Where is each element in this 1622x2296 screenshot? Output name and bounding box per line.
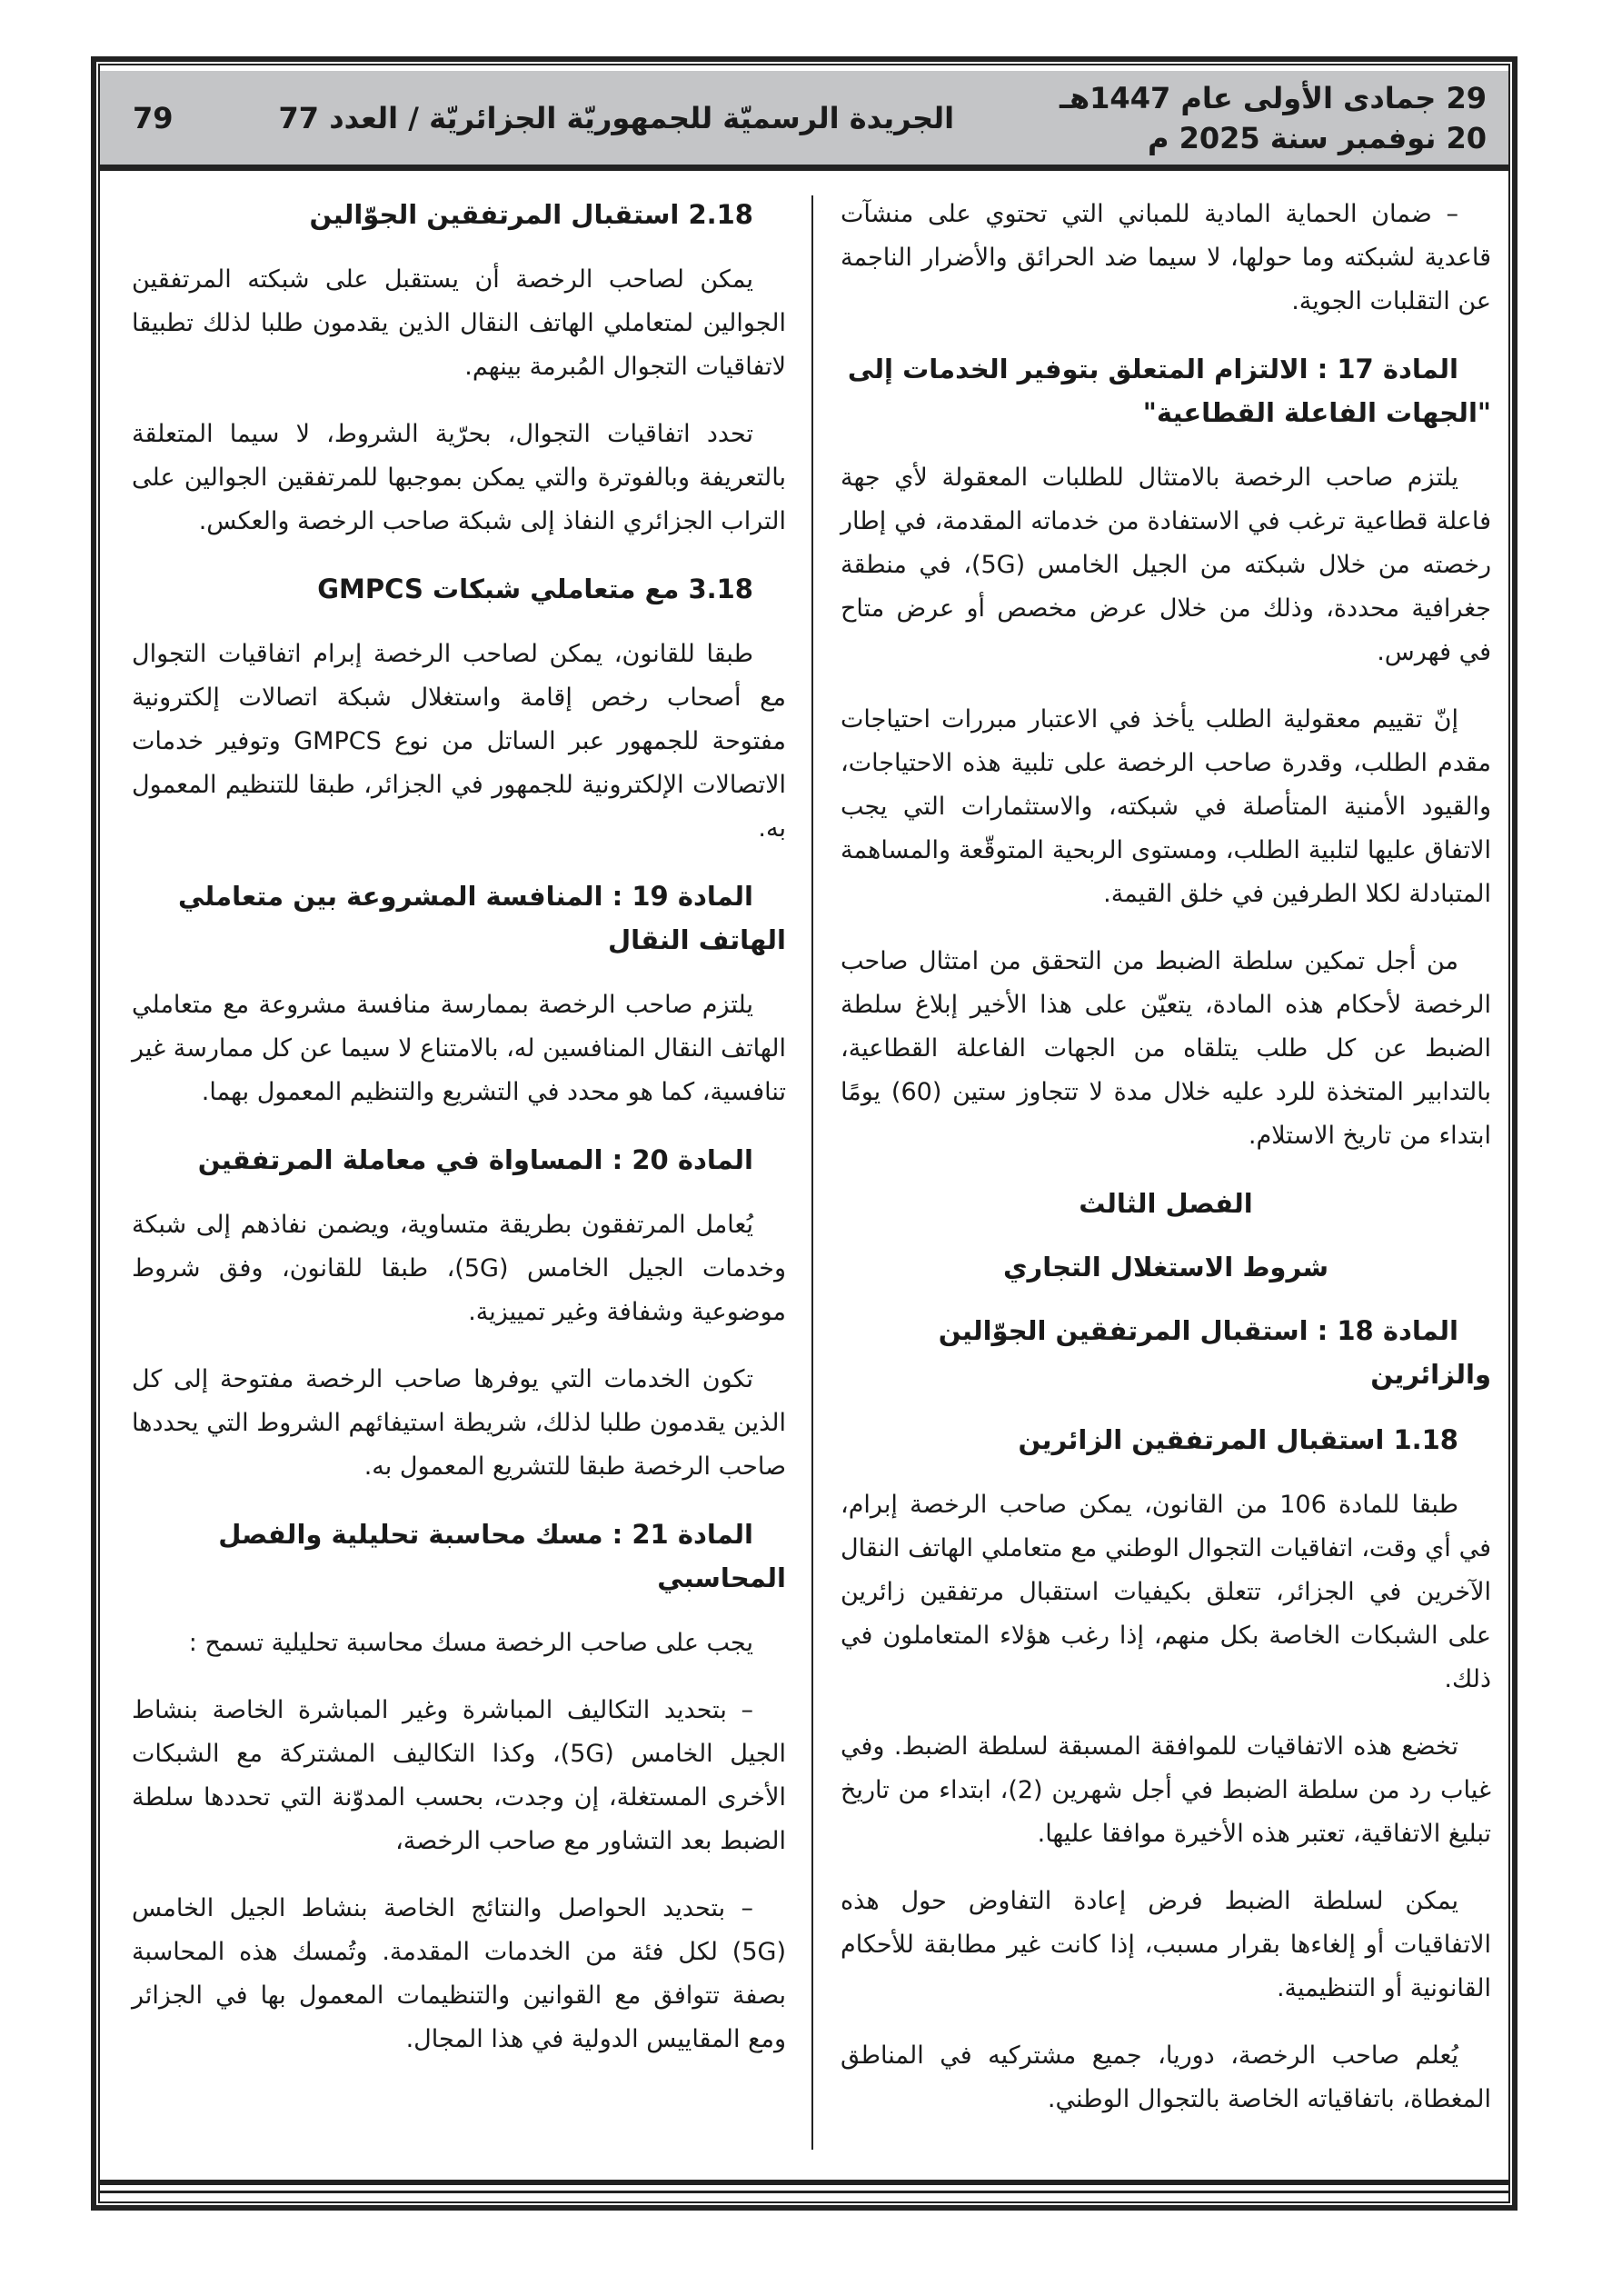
column-divider (811, 195, 813, 2150)
paragraph: – بتحديد الحواصل والنتائج الخاصة بنشاط الجيل الخامس (5G) لكل فئة من الخدمات المقدمة. وتُمسك هذه المحاسبة بصفة تتوافق مع القوانين والتنظيمات المعمول بها في الجزائر ومع المقاييس الدولية في هذا المجال. (132, 1894, 786, 2053)
header-date-gregorian: 20 نوفمبر سنة 2025 م (1148, 120, 1487, 155)
article-heading: المادة 20 : المساواة في معاملة المرتفقين (197, 1144, 753, 1175)
page-header (100, 71, 1508, 171)
right-column (841, 193, 1491, 2145)
article-heading: 2.18 استقبال المرتفقين الجوّالين (309, 199, 753, 230)
paragraph: من أجل تمكين سلطة الضبط من التحقق من امتثال صاحب الرخصة لأحكام هذه المادة، يتعيّن على هذا الأخير إبلاغ سلطة الضبط عن كل طلب يتلقاه من الجهات الفاعلة القطاعية، بالتدابير المتخذة للرد عليه خلال مدة لا تتجاوز ستين (60) يومًا ابتداء من تاريخ الاستلام. (841, 947, 1491, 1150)
bottom-rule-thin (100, 2191, 1508, 2193)
paragraph: يمكن لصاحب الرخصة أن يستقبل على شبكته المرتفقين الجوالين لمتعاملي الهاتف النقال الذين يقدمون طلبا لذلك تطبيقا لاتفاقيات التجوال المُبرمة بينهم. (132, 265, 786, 381)
paragraph: – ضمان الحماية المادية للمباني التي تحتوي على منشآت قاعدية لشبكته وما حولها، لا سيما ضد الحرائق والأضرار الناجمة عن التقلبات الجوية. (841, 200, 1491, 315)
page-number: 79 (133, 100, 174, 135)
chapter-heading: شروط الاستغلال التجاري (1002, 1252, 1329, 1283)
paragraph: طبقا للمادة 106 من القانون، يمكن صاحب الرخصة إبرام، في أي وقت، اتفاقيات التجوال الوطني مع متعاملي الهاتف النقال الآخرين في الجزائر، تتعلق بكيفيات استقبال مرتفقين زائرين على الشبكات الخاصة بكل منهم، إذا رغب هؤلاء المتعاملون في ذلك. (841, 1491, 1491, 1693)
chapter-heading: الفصل الثالث (1079, 1188, 1253, 1219)
header-date-hijri: 29 جمادى الأولى عام 1447هـ (1060, 80, 1487, 115)
paragraph: تكون الخدمات التي يوفرها صاحب الرخصة مفتوحة إلى كل الذين يقدمون طلبا لذلك، شريطة استيفائهم الشروط التي يحددها صاحب الرخصة طبقا للتشريع المعمول به. (132, 1365, 786, 1481)
paragraph: طبقا للقانون، يمكن لصاحب الرخصة إبرام اتفاقيات التجوال مع أصحاب رخص إقامة واستغلال شبكة اتصالات إلكترونية مفتوحة للجمهور عبر الساتل من نوع GMPCS وتوفير خدمات الاتصالات الإلكترونية للجمهور في الجزائر، طبقا للتنظيم المعمول به. (132, 640, 786, 843)
paragraph: تخضع هذه الاتفاقيات للموافقة المسبقة لسلطة الضبط. وفي غياب رد من سلطة الضبط في أجل شهرين (2)، ابتداء من تاريخ تبليغ الاتفاقية، تعتبر هذه الأخيرة موافقا عليها. (841, 1732, 1491, 1848)
article-heading: 1.18 استقبال المرتفقين الزائرين (1018, 1424, 1458, 1455)
paragraph: يلتزم صاحب الرخصة بممارسة منافسة مشروعة مع متعاملي الهاتف النقال المنافسين له، بالامتناع لا سيما عن كل ممارسة غير تنافسية، كما هو محدد في التشريع والتنظيم المعمول بهما. (132, 991, 786, 1106)
paragraph: يجب على صاحب الرخصة مسك محاسبة تحليلية تسمح : (188, 1629, 753, 1657)
article-heading: المادة 21 : مسك محاسبة تحليلية والفصل المحاسبي (218, 1519, 786, 1593)
header-title: الجريدة الرسميّة للجمهوريّة الجزائريّة / العدد 77 (278, 100, 955, 135)
bottom-rule-thick (100, 2180, 1508, 2185)
paragraph: يُعامل المرتفقون بطريقة متساوية، ويضمن نفاذهم إلى شبكة وخدمات الجيل الخامس (5G)، طبقا للقانون، وفق شروط موضوعية وشفافة وغير تمييزية. (132, 1211, 786, 1326)
paragraph: يلتزم صاحب الرخصة بالامتثال للطلبات المعقولة لأي جهة فاعلة قطاعية ترغب في الاستفادة من خدماته المقدمة، في إطار رخصته من خلال شبكته من الجيل الخامس (5G)، في منطقة جغرافية محددة، وذلك من خلال عرض مخصص أو عرض متاح في فهرس. (841, 464, 1491, 666)
paragraph: يُعلم صاحب الرخصة، دوريا، جميع مشتركيه في المناطق المغطاة، باتفاقياته الخاصة بالتجوال الوطني. (841, 2041, 1491, 2113)
paragraph: – بتحديد التكاليف المباشرة وغير المباشرة الخاصة بنشاط الجيل الخامس (5G)، وكذا التكاليف المشتركة مع الشبكات الأخرى المستغلة، إن وجدت، بحسب المدوّنة التي تحددها سلطة الضبط بعد التشاور مع صاحب الرخصة، (132, 1696, 787, 1855)
header-dates (1060, 78, 1487, 158)
article-heading: المادة 19 : المنافسة المشروعة بين متعاملي الهاتف النقال (177, 881, 786, 955)
paragraph: تحدد اتفاقيات التجوال، بحرّية الشروط، لا سيما المتعلقة بالتعريفة وبالفوترة والتي يمكن بموجبها للمرتفقين الجوالين على التراب الجزائري النفاذ إلى شبكة صاحب الرخصة والعكس. (132, 420, 786, 535)
left-column (132, 193, 786, 2085)
paragraph: إنّ تقييم معقولية الطلب يأخذ في الاعتبار مبررات احتياجات مقدم الطلب، وقدرة صاحب الرخصة على تلبية هذه الاحتياجات، والقيود الأمنية المتأصلة في شبكته، والاستثمارات التي يجب الاتفاق عليها لتلبية الطلب، ومستوى الربحية المتوقّعة والمساهمة المتبادلة لكلا الطرفين في خلق القيمة. (841, 705, 1491, 908)
article-heading: 3.18 مع متعاملي شبكات GMPCS (317, 574, 753, 604)
paragraph: يمكن لسلطة الضبط فرض إعادة التفاوض حول هذه الاتفاقيات أو إلغاءها بقرار مسبب، إذا كانت غير مطابقة للأحكام القانونية أو التنظيمية. (841, 1887, 1491, 2002)
article-heading: المادة 17 : الالتزام المتعلق بتوفير الخدمات إلى "الجهات الفاعلة القطاعية" (847, 354, 1491, 428)
article-heading: المادة 18 : استقبال المرتفقين الجوّالين والزائرين (938, 1315, 1491, 1390)
